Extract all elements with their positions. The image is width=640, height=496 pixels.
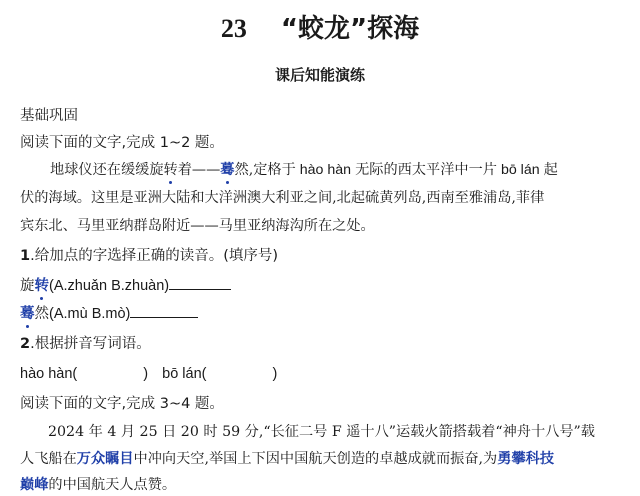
question-text: .给加点的字选择正确的读音。(填序号) <box>30 248 279 264</box>
q2-items <box>20 363 277 385</box>
dotted-char-highlight: 蓦 <box>20 303 35 325</box>
q1-item1 <box>20 275 231 297</box>
highlight-phrase: 勇攀科技 <box>497 451 555 467</box>
reading-options: (A.mù B.mò) <box>49 306 131 322</box>
paren: ) <box>272 366 278 382</box>
item-char: 然 <box>34 306 49 322</box>
passage-text: 人飞船在 <box>20 451 77 467</box>
dotted-char-highlight: 蓦 <box>220 159 234 181</box>
question-number: 1 <box>20 248 31 264</box>
passage-text: 着—— <box>177 162 221 178</box>
highlight-phrase: 万众瞩目 <box>76 451 134 467</box>
pinyin-bolan: bō lán <box>500 162 540 178</box>
answer-blank[interactable] <box>130 303 198 318</box>
paren: ( <box>72 366 78 382</box>
reading-prompt-1: 阅读下面的文字,完成 1~2 题。 <box>20 135 224 151</box>
passage1-line1 <box>50 159 558 181</box>
item-char: 旋 <box>20 278 35 294</box>
basic-heading: 基础巩固 <box>20 108 78 124</box>
passage2-line3 <box>20 474 176 496</box>
passage-text: 无际的西太平洋中一片 <box>355 162 497 178</box>
answer-blank[interactable] <box>169 275 231 290</box>
paren: ) <box>143 366 149 382</box>
reading-options: (A.zhuǎn B.zhuàn) <box>49 278 170 294</box>
paren: ( <box>201 366 207 382</box>
passage-text: 地球仪还在缓缓旋 <box>50 162 164 178</box>
lesson-name: “蛟龙”探海 <box>280 14 420 44</box>
pinyin-bolan: bō lán <box>162 366 202 382</box>
q1-item2 <box>20 303 198 325</box>
pinyin-haohan: hào hàn <box>20 366 73 382</box>
reading-prompt-2: 阅读下面的文字,完成 3~4 题。 <box>20 396 224 412</box>
lesson-number: 23 <box>220 14 247 43</box>
passage2-line2 <box>20 448 554 470</box>
question-number: 2 <box>20 336 31 352</box>
passage-text: 起 <box>543 162 558 178</box>
pinyin-haohan: hào hàn <box>299 162 352 178</box>
passage2-line1: 2024 年 4 月 25 日 20 时 59 分,“长征二号 F 遥十八”运载火箭搭载着“神舟十八号”载 <box>48 424 595 440</box>
lesson-title <box>0 12 640 46</box>
passage-text: 然,定格于 <box>234 162 296 178</box>
passage-text: 的中国航天人点赞。 <box>48 477 177 493</box>
dotted-char: 转 <box>164 159 178 181</box>
question-1 <box>20 245 278 267</box>
section-title: 课后知能演练 <box>274 66 365 84</box>
dotted-char-highlight: 转 <box>35 275 50 297</box>
passage1-line2: 伏的海域。这里是亚洲大陆和大洋洲澳大利亚之间,北起硫黄列岛,西南至雅浦岛,菲律 <box>20 190 545 206</box>
passage1-line3: 宾东北、马里亚纳群岛附近——马里亚纳海沟所在之处。 <box>20 218 375 234</box>
question-text: .根据拼音写词语。 <box>30 336 151 352</box>
question-2 <box>20 333 151 355</box>
highlight-phrase: 巅峰 <box>20 477 49 493</box>
passage-text: 中冲向天空,举国上下因中国航天创造的卓越成就而振奋,为 <box>133 451 498 467</box>
